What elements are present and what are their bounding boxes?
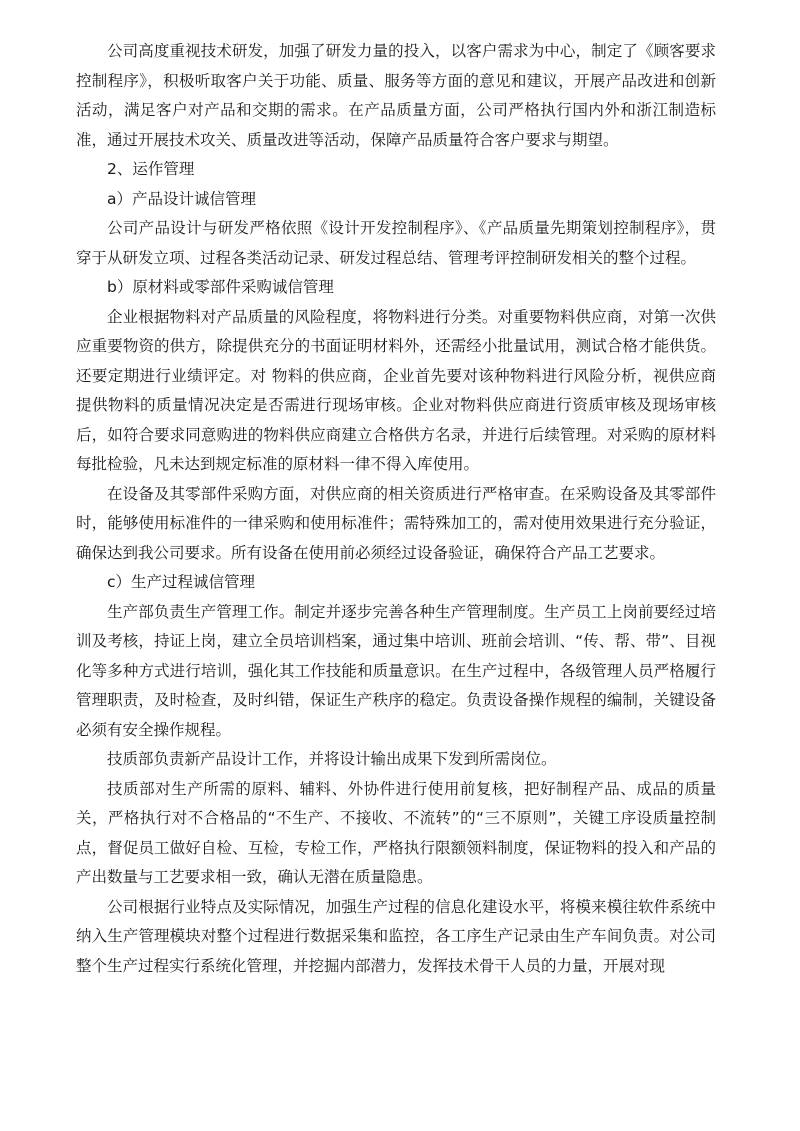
- section-heading-operations: 2、运作管理: [107, 160, 195, 178]
- document-page: [76, 37, 716, 981]
- subheading-product-design: a）产品设计诚信管理: [107, 189, 256, 208]
- paragraph-equipment-procurement: 在设备及其零部件采购方面，对供应商的相关资质进行严格审查。在采购设备及其零部件时，能够使用标准件的一律采购和使用标准件；需特殊加工的，需对使用效果进行充分验证，确保达到我公司要求。所有设备在使用前必须经过设备验证，确保符合产品工艺要求。: [76, 484, 716, 562]
- subheading-procurement: b）原材料或零部件采购诚信管理: [107, 278, 334, 296]
- paragraph-material-procurement: 企业根据物料对产品质量的风险程度，将物料进行分类。对重要物料供应商，对第一次供应重要物资的供方，除提供充分的书面证明材料外，还需经小批量试用，测试合格才能供货。还要定期进行业绩评定。对 物料的供应商，企业首先要对该种物料进行风险分析，视供应商提供物料的质量情况决定是否需进行现场审核。企业对物料供应商进行资质审核及现场审核后，如符合要求同意购进的物料供应商建立合格供方名录，并进行后续管理。对采购的原材料每批检验，凡未达到规定标准的原材料一律不得入库使用。: [76, 307, 716, 473]
- subheading-production: c）生产过程诚信管理: [107, 573, 256, 591]
- paragraph-informatization: 公司根据行业特点及实际情况，加强生产过程的信息化建设水平，将模来模往软件系统中纳入生产管理模块对整个过程进行数据采集和监控，各工序生产记录由生产车间负责。对公司整个生产过程实行系统化管理，并挖掘内部潜力，发挥技术骨干人员的力量，开展对现: [76, 897, 716, 975]
- paragraph-tech-dept-design: 技质部负责新产品设计工作，并将设计输出成果下发到所需岗位。: [107, 750, 557, 768]
- paragraph-production-management: 生产部负责生产管理工作。制定并逐步完善各种生产管理制度。生产员工上岗前要经过培训及考核，持证上岗，建立全员培训档案，通过集中培训、班前会培训、“传、帮、带”、目视化等多种方式进行培训，强化其工作技能和质量意识。在生产过程中，各级管理人员严格履行管理职责，及时检查，及时纠错，保证生产秩序的稳定。负责设备操作规程的编制，关键设备必须有安全操作规程。: [76, 602, 716, 739]
- paragraph-tech-dept-quality: 技质部对生产所需的原料、辅料、外协件进行使用前复核，把好制程产品、成品的质量关，严格执行对不合格品的“不生产、不接收、不流转”的“三不原则”，关键工序设质量控制点，督促员工做好自检、互检，专检工作，严格执行限额领料制度，保证物料的投入和产品的产出数量与工艺要求相一致，确认无潜在质量隐患。: [76, 779, 716, 886]
- paragraph-rd-intro: 公司高度重视技术研发，加强了研发力量的投入，以客户需求为中心，制定了《顾客要求控制程序》，积极听取客户关于功能、质量、服务等方面的意见和建议，开展产品改进和创新活动，满足客户对产品和交期的需求。在产品质量方面，公司严格执行国内外和浙江制造标准，通过开展技术攻关、质量改进等活动，保障产品质量符合客户要求与期望。: [76, 42, 716, 149]
- paragraph-product-design: 公司产品设计与研发严格依照《设计开发控制程序》、《产品质量先期策划控制程序》，贯穿于从研发立项、过程各类活动记录、研发过程总结、管理考评控制研发相关的整个过程。: [76, 219, 716, 267]
